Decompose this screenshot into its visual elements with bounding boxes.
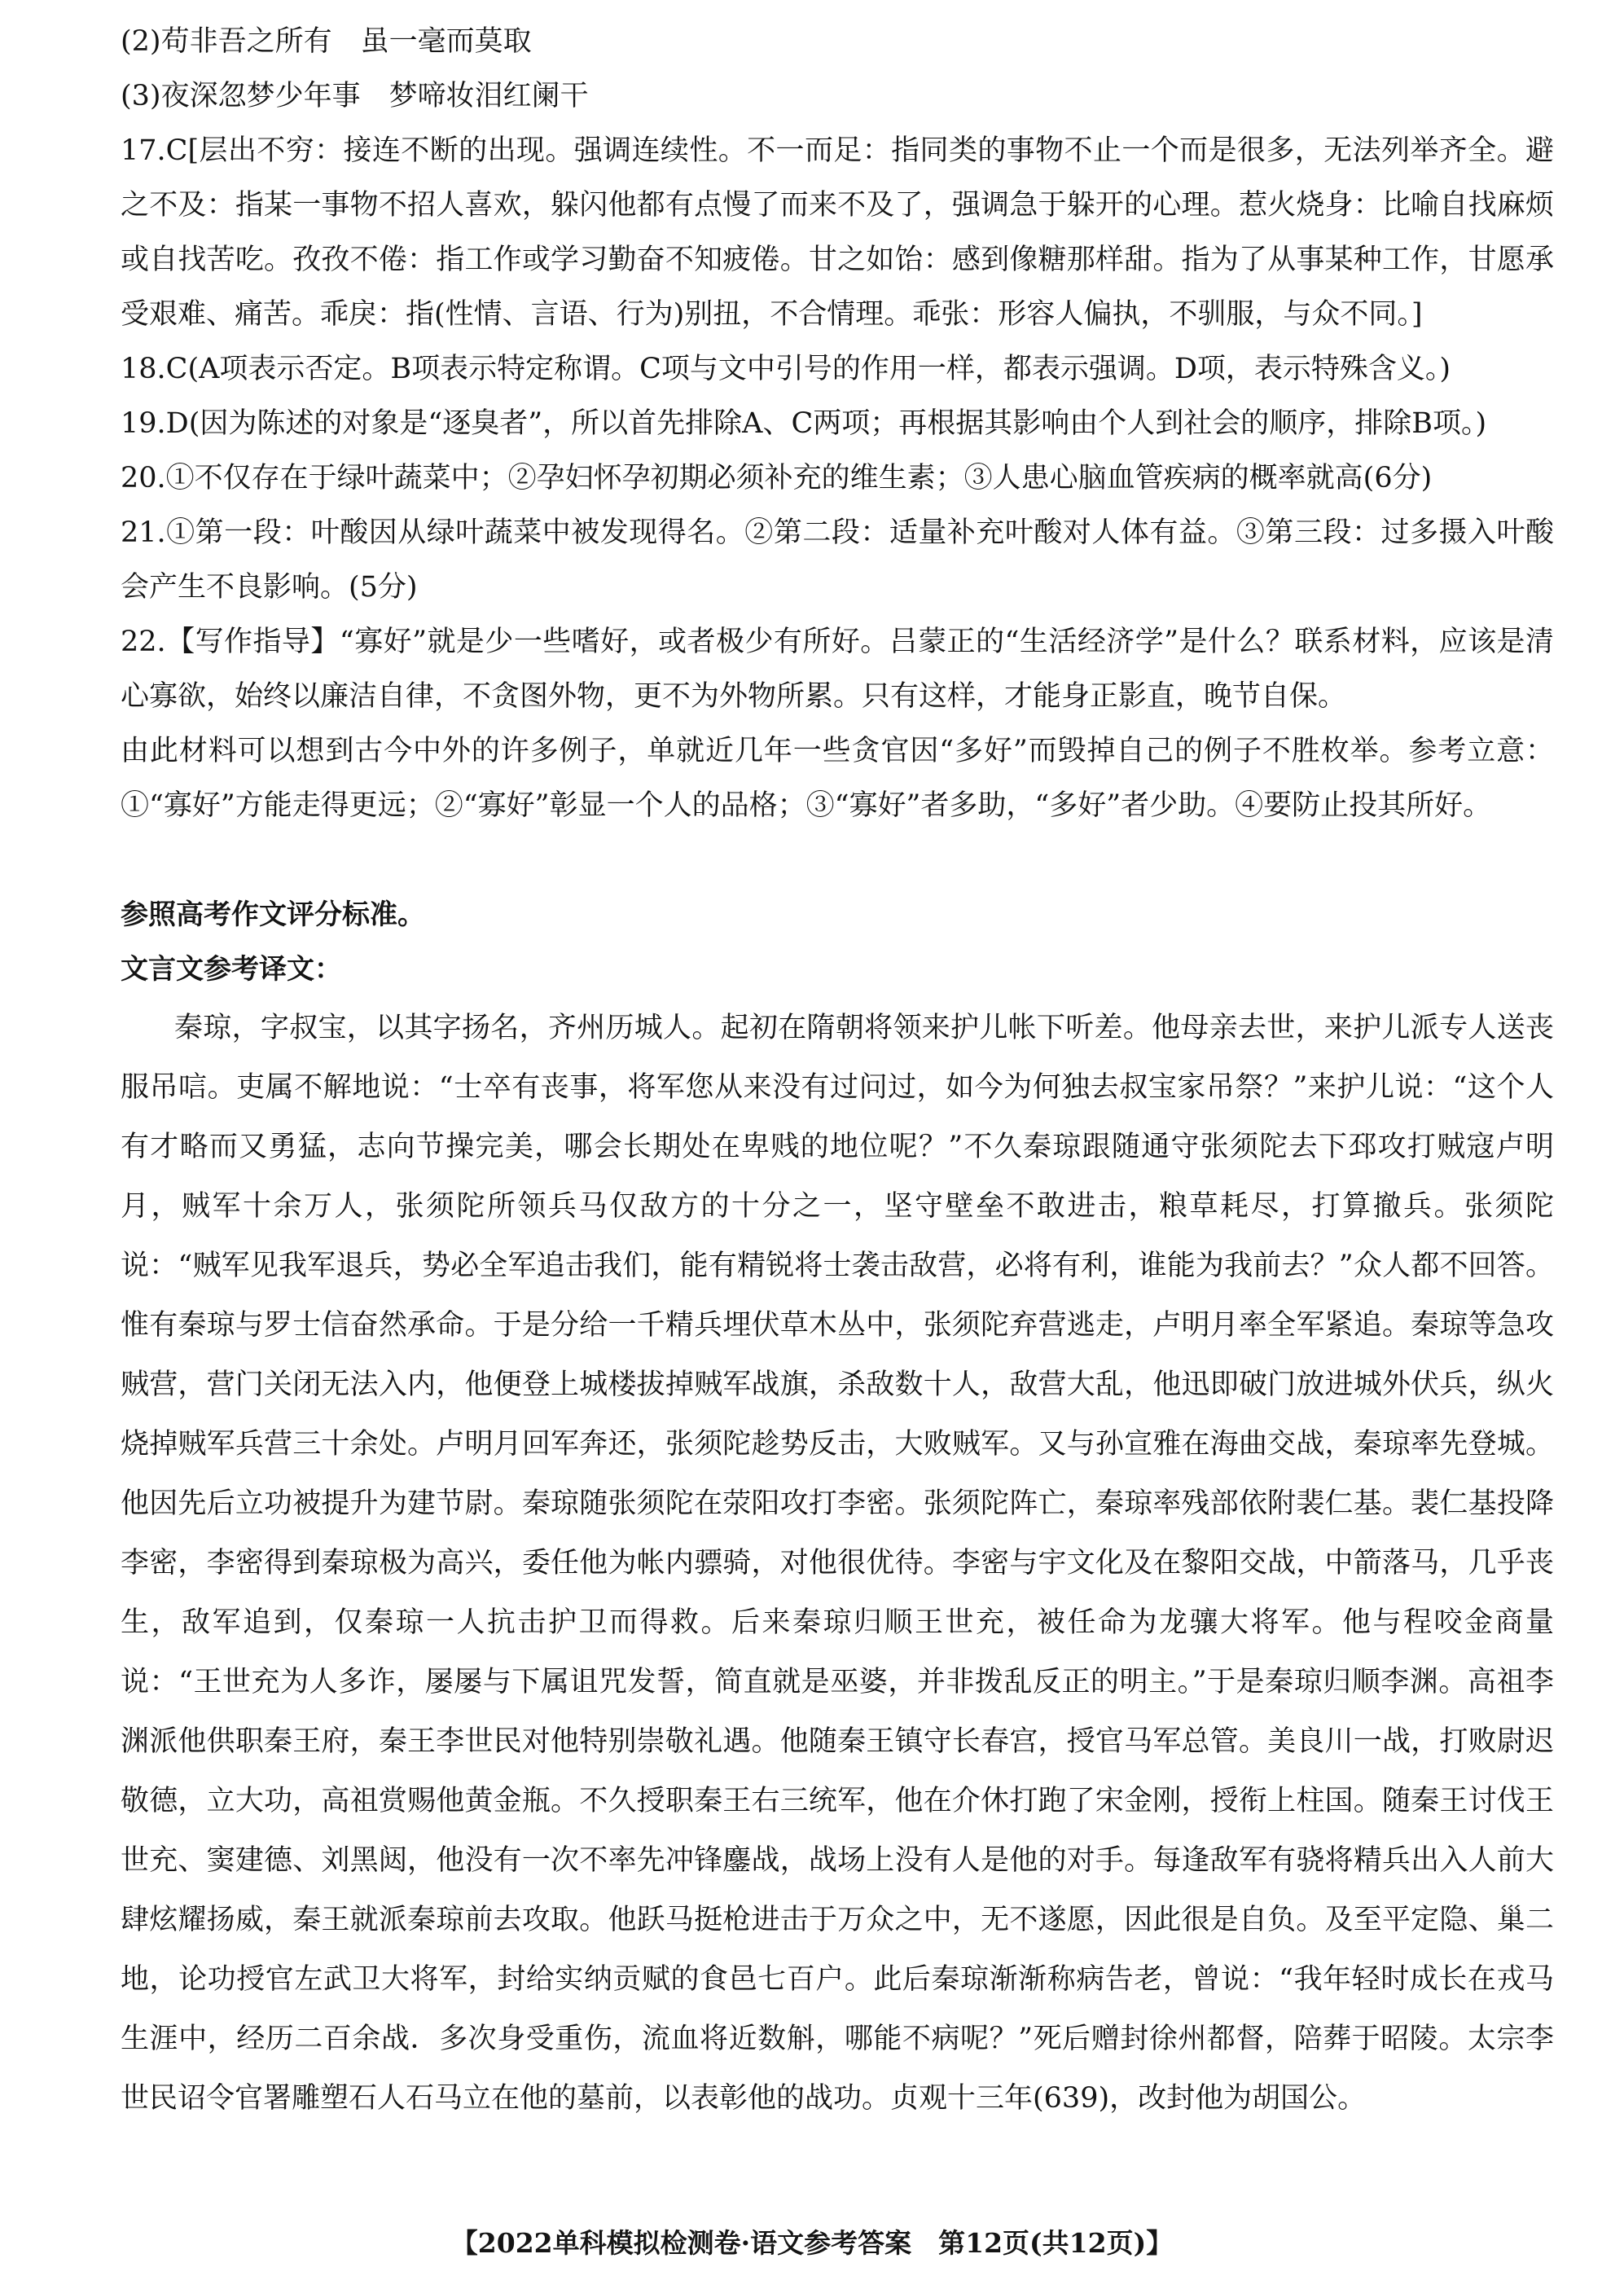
page-footer: 【2022单科模拟检测卷·语文参考答案 第12页(共12页)】 (450, 2227, 1174, 2259)
translation-text: 秦琼，字叔宝，以其字扬名，齐州历城人。起初在隋朝将领来护儿帐下听差。他母亲去世，来护儿派专人送丧服吊唁。吏属不解地说：“士卒有丧事，将军您从来没有过问过，如今为何独去叔宝家吊祭？”来护儿说：“这个人有才略而又勇猛，志向节操完美，哪会长期处在卑贱的地位呢？”不久秦琼跟随通守张须陀去下邳攻打贼寇卢明月，贼军十余万人，张须陀所领兵马仅敌方的十分之一，坚守壁垒不敢进击，粮草耗尽，打算撤兵。张须陀说：“贼军见我军退兵，势必全军追击我们，能有精锐将士袭击敌营，必将有利，谁能为我前去？”众人都不回答。惟有秦琼与罗士信奋然承命。于是分给一千精兵埋伏草木丛中，张须陀弃营逃走，卢明月率全军紧追。秦琼等急攻贼营，营门关闭无法入内，他便登上城楼拔掉贼军战旗，杀敌数十人，敌营大乱，他迅即破门放进城外伏兵，纵火烧掉贼军兵营三十余处。卢明月回军奔还，张须陀趁势反击，大败贼军。又与孙宣雅在海曲交战，秦琼率先登城。他因先后立功被提升为建节尉。秦琼随张须陀在荥阳攻打李密。张须陀阵亡，秦琼率残部依附裴仁基。裴仁基投降李密，李密得到秦琼极为高兴，委任他为帐内骠骑，对他很优待。李密与宇文化及在黎阳交战，中箭落马，几乎丧生，敌军追到，仅秦琼一人抗击护卫而得救。后来秦琼归顺王世充，被任命为龙骧大将军。他与程咬金商量说：“王世充为人多诈，屡屡与下属诅咒发誓，简直就是巫婆，并非拨乱反正的明主。”于是秦琼归顺李渊。高祖李渊派他供职秦王府，秦王李世民对他特别崇敬礼遇。他随秦王镇守长春宫，授官马军总管。美良川一战，打败尉迟敬德，立大功，高祖赏赐他黄金瓶。不久授职秦王右三统军，他在介休打跑了宋金刚，授衔上柱国。随秦王讨伐王世充、窦建德、刘黑闼，他没有一次不率先冲锋鏖战，战场上没有人是他的对手。每逢敌军有骁将精兵出入人前大肆炫耀扬威，秦王就派秦琼前去攻取。他跃马挺枪进击于万众之中，无不遂愿，因此很是自负。及至平定隐、巢二地，论功授官左武卫大将军，封给实纳贡赋的食邑七百户。此后秦琼渐渐称病告老，曾说：“我年轻时成长在戎马生涯中，经历二百余战．多次身受重伤，流血将近数斛，哪能不病呢？”死后赠封徐州都督，陪葬于昭陵。太宗李世民诏令官署雕塑石人石马立在他的墓前，以表彰他的战功。贞观十三年(639)，改封他为胡国公。 (121, 1012, 1554, 2115)
answer-22-guidance: 22.【写作指导】“寡好”就是少一些嗜好，或者极少有所好。吕蒙正的“生活经济学”是什么？联系材料，应该是清心寡欲，始终以廉洁自律，不贪图外物，更不为外物所累。只有这样，才能身正影直，晚节自保。 (121, 626, 1554, 713)
answer-20: 20.①不仅存在于绿叶蔬菜中；②孕妇怀孕初期必须补充的维生素；③人患心脑血管疾病的概率就高(6分) (121, 462, 1433, 494)
grading-heading: 参照高考作文评分标准。 (121, 898, 425, 931)
answer-18: 18.C(A项表示否定。B项表示特定称谓。C项与文中引号的作用一样，都表示强调。D项，表示特殊含义。) (121, 353, 1451, 385)
answer-22-ideas: 由此材料可以想到古今中外的许多例子，单就近几年一些贪官因“多好”而毁掉自己的例子不胜枚举。参考立意：①“寡好”方能走得更远；②“寡好”彰显一个人的品格；③“寡好”者多助，“多好”者少助。④要防止投其所好。 (121, 735, 1554, 822)
translation-heading: 文言文参考译文： (121, 953, 342, 986)
poem-answer-3: (3)夜深忽梦少年事 梦啼妆泪红阑干 (121, 80, 589, 112)
poem-answer-2: (2)苟非吾之所有 虽一毫而莫取 (121, 25, 532, 58)
answer-19: 19.D(因为陈述的对象是“逐臭者”，所以首先排除A、C两项；再根据其影响由个人到社会的顺序，排除B项。) (121, 407, 1487, 440)
answer-21: 21.①第一段：叶酸因从绿叶蔬菜中被发现得名。②第二段：适量补充叶酸对人体有益。③第三段：过多摄入叶酸会产生不良影响。(5分) (121, 516, 1554, 604)
answer-17: 17.C[层出不穷：接连不断的出现。强调连续性。不一而足：指同类的事物不止一个而是很多，无法列举齐全。避之不及：指某一事物不招人喜欢，躲闪他都有点慢了而来不及了，强调急于躲开的心理。惹火烧身：比喻自找麻烦或自找苦吃。孜孜不倦：指工作或学习勤奋不知疲倦。甘之如饴：感到像糖那样甜。指为了从事某种工作，甘愿承受艰难、痛苦。乖戾：指(性情、言语、行为)别扭，不合情理。乖张：形容人偏执，不驯服，与众不同。] (121, 134, 1554, 331)
